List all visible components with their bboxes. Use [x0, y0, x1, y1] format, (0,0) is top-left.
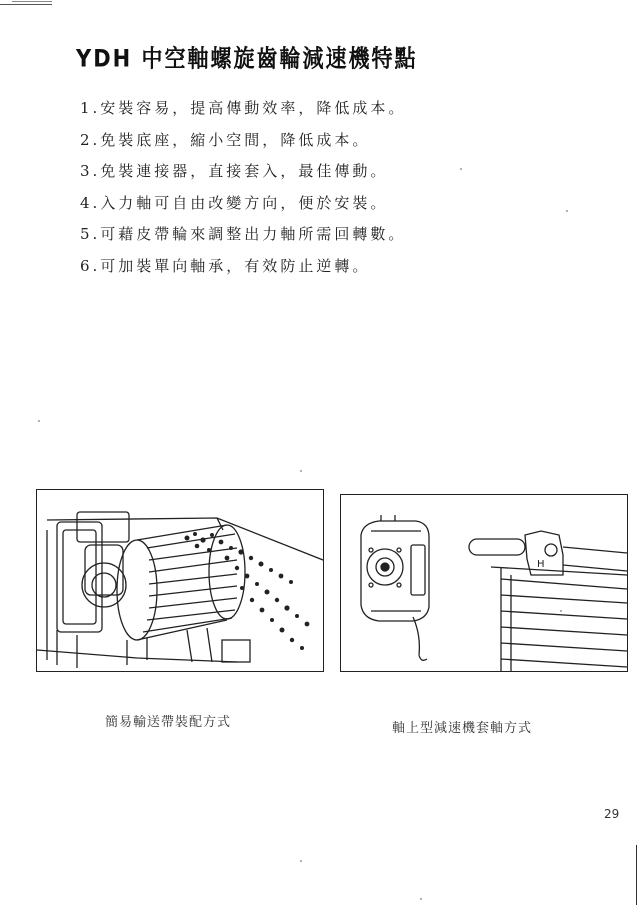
scan-speck — [420, 898, 422, 900]
feature-item: 3.免裝連接器，直接套入，最佳傳動。 — [80, 162, 389, 181]
gravel-texture — [185, 532, 310, 650]
feature-item: 6.可加裝單向軸承，有效防止逆轉。 — [80, 256, 371, 275]
figure-caption: 簡易輸送帶裝配方式 — [105, 715, 232, 730]
svg-text:H: H — [537, 559, 545, 570]
scan-speck — [460, 168, 462, 170]
conveyor-figure — [36, 489, 324, 672]
feature-item: 5.可藉皮帶輪來調整出力軸所需回轉數。 — [80, 225, 407, 244]
scan-speck — [566, 210, 568, 212]
scan-speck — [300, 860, 302, 862]
scan-speck — [38, 420, 40, 422]
shaft-mounted-reducer-illustration — [341, 495, 627, 671]
feature-list — [80, 93, 406, 283]
scan-mark — [0, 4, 52, 5]
scan-edge-line — [636, 845, 637, 905]
feature-item: 1.安裝容易，提高傳動效率，降低成本。 — [80, 99, 407, 117]
scan-speck — [560, 610, 562, 612]
feature-item: 2.免裝底座，縮小空間，降低成本。 — [80, 130, 371, 149]
shaft-mount-figure — [340, 494, 628, 672]
page-number: 29 — [604, 807, 620, 821]
feature-item: 4.入力軸可自由改變方向，便於安裝。 — [80, 193, 389, 212]
figure-caption: 軸上型減速機套軸方式 — [392, 721, 533, 736]
conveyor-belt-illustration — [37, 490, 323, 671]
scan-speck — [300, 470, 302, 472]
scan-mark — [12, 1, 52, 2]
page-title: YDH 中空軸螺旋齒輪減速機特點 — [76, 44, 418, 73]
